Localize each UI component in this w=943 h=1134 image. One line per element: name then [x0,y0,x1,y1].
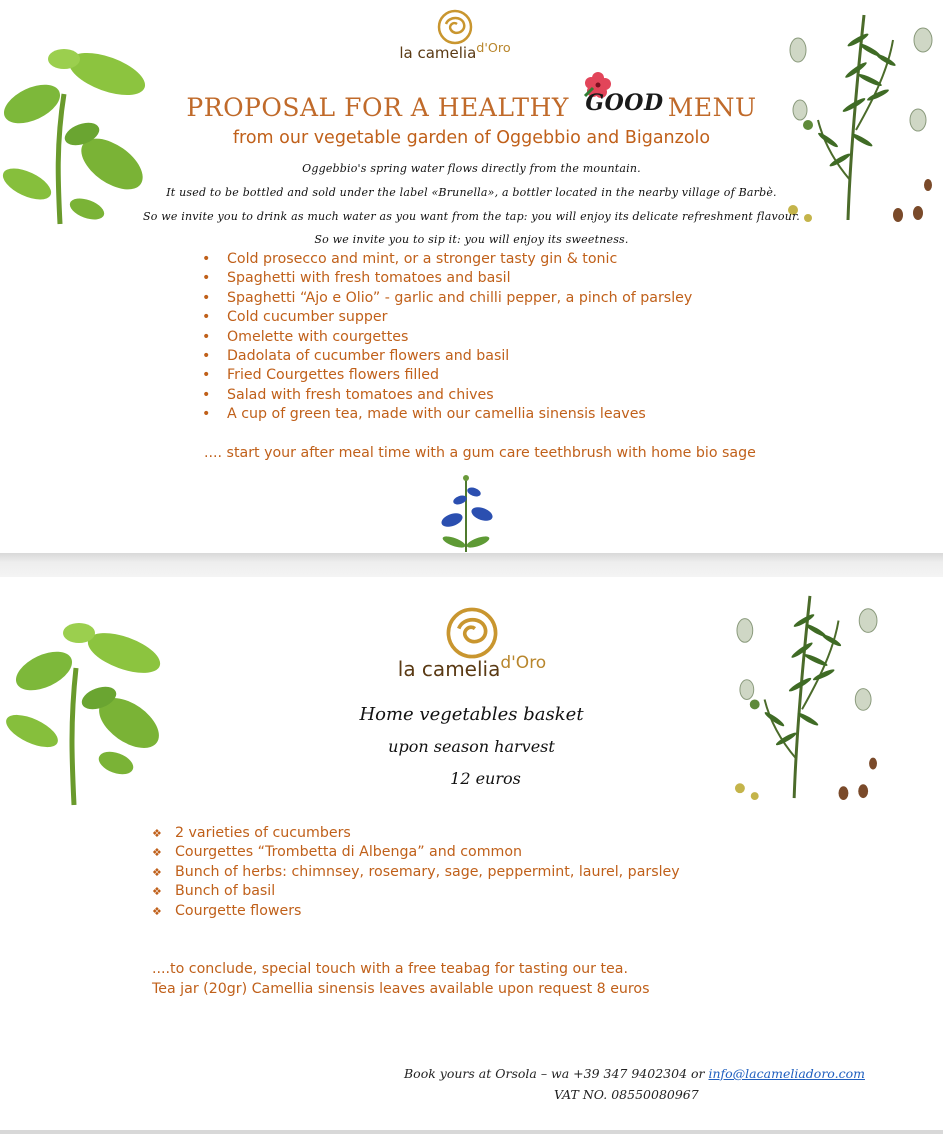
basket-item: ❖ 2 varieties of cucumbers [152,824,680,843]
basket-flyer [0,577,943,1132]
menu-item: • Cold cucumber supper [200,308,692,327]
booking-line [404,1066,865,1081]
vat-number: VAT NO. 08550080967 [554,1087,699,1102]
menu-list [200,250,692,425]
title-after: MENU [667,93,757,122]
water-text-line: It used to be bottled and sold under the label «Brunella», a bottler located in the nearby village of Barbè. [166,186,777,199]
good-stamp [579,84,664,124]
conclude-note: ....to conclude, special touch with a free teabag for tasting our tea. [152,961,628,977]
menu-item: • Cold prosecco and mint, or a stronger tasty gin & tonic [200,250,692,269]
tea-jar-note: Tea jar (20gr) Camellia sinensis leaves available upon request 8 euros [152,981,650,997]
menu-subtitle: from our vegetable garden of Oggebbio and Biganzolo [232,128,711,148]
basket-item: ❖ Bunch of basil [152,882,680,901]
basket-item: ❖ Courgettes “Trombetta di Albenga” and common [152,843,680,862]
menu-item: • Salad with fresh tomatoes and chives [200,386,692,405]
menu-item: • Spaghetti “Ajo e Olio” - garlic and chilli pepper, a pinch of parsley [200,289,692,308]
menu-item: • Dadolata of cucumber flowers and basil [200,347,692,366]
basket-list [152,824,680,921]
title-before: PROPOSAL FOR A HEALTHY [186,93,569,122]
basket-heading: Home vegetables basket [359,704,584,725]
camelia-logo-icon [442,605,502,661]
sage-flower-icon [436,472,496,552]
email-link[interactable]: info@lacameliadoro.com [708,1066,865,1081]
water-text-line: So we invite you to drink as much water as you want from the tap: you will enjoy its delicate refreshment flavour. [143,210,800,223]
menu-item: • Spaghetti with fresh tomatoes and basil [200,269,692,288]
basket-item: ❖ Courgette flowers [152,902,680,921]
camelia-logo [385,8,525,62]
menu-flyer [0,0,943,553]
brand-suffix: d'Oro [500,653,547,674]
brand-suffix: d'Oro [476,41,511,57]
camelia-logo-icon [435,8,475,46]
water-text-line: Oggebbio's spring water flows directly from the mountain. [302,162,641,175]
menu-title [0,84,943,124]
after-meal-note: .... start your after meal time with a gum care teethbrush with home bio sage [204,445,756,461]
menu-item: • Omelette with courgettes [200,328,692,347]
menu-item: • Fried Courgettes flowers filled [200,366,692,385]
page-divider [0,553,943,577]
basket-subheading: upon season harvest [388,737,555,756]
basket-price: 12 euros [450,769,521,788]
camelia-logo [372,605,572,681]
page-bottom-edge [0,1130,943,1134]
title-good: GOOD [585,90,664,116]
water-text-line: So we invite you to sip it: you will enjoy its sweetness. [314,233,629,246]
brand-name: la camelia [397,657,501,681]
menu-item: • A cup of green tea, made with our camellia sinensis leaves [200,405,692,424]
basket-item: ❖ Bunch of herbs: chimnsey, rosemary, sage, peppermint, laurel, parsley [152,863,680,882]
brand-name: la camelia [399,44,477,62]
booking-text: Book yours at Orsola – wa +39 347 9402304 or [404,1066,709,1081]
